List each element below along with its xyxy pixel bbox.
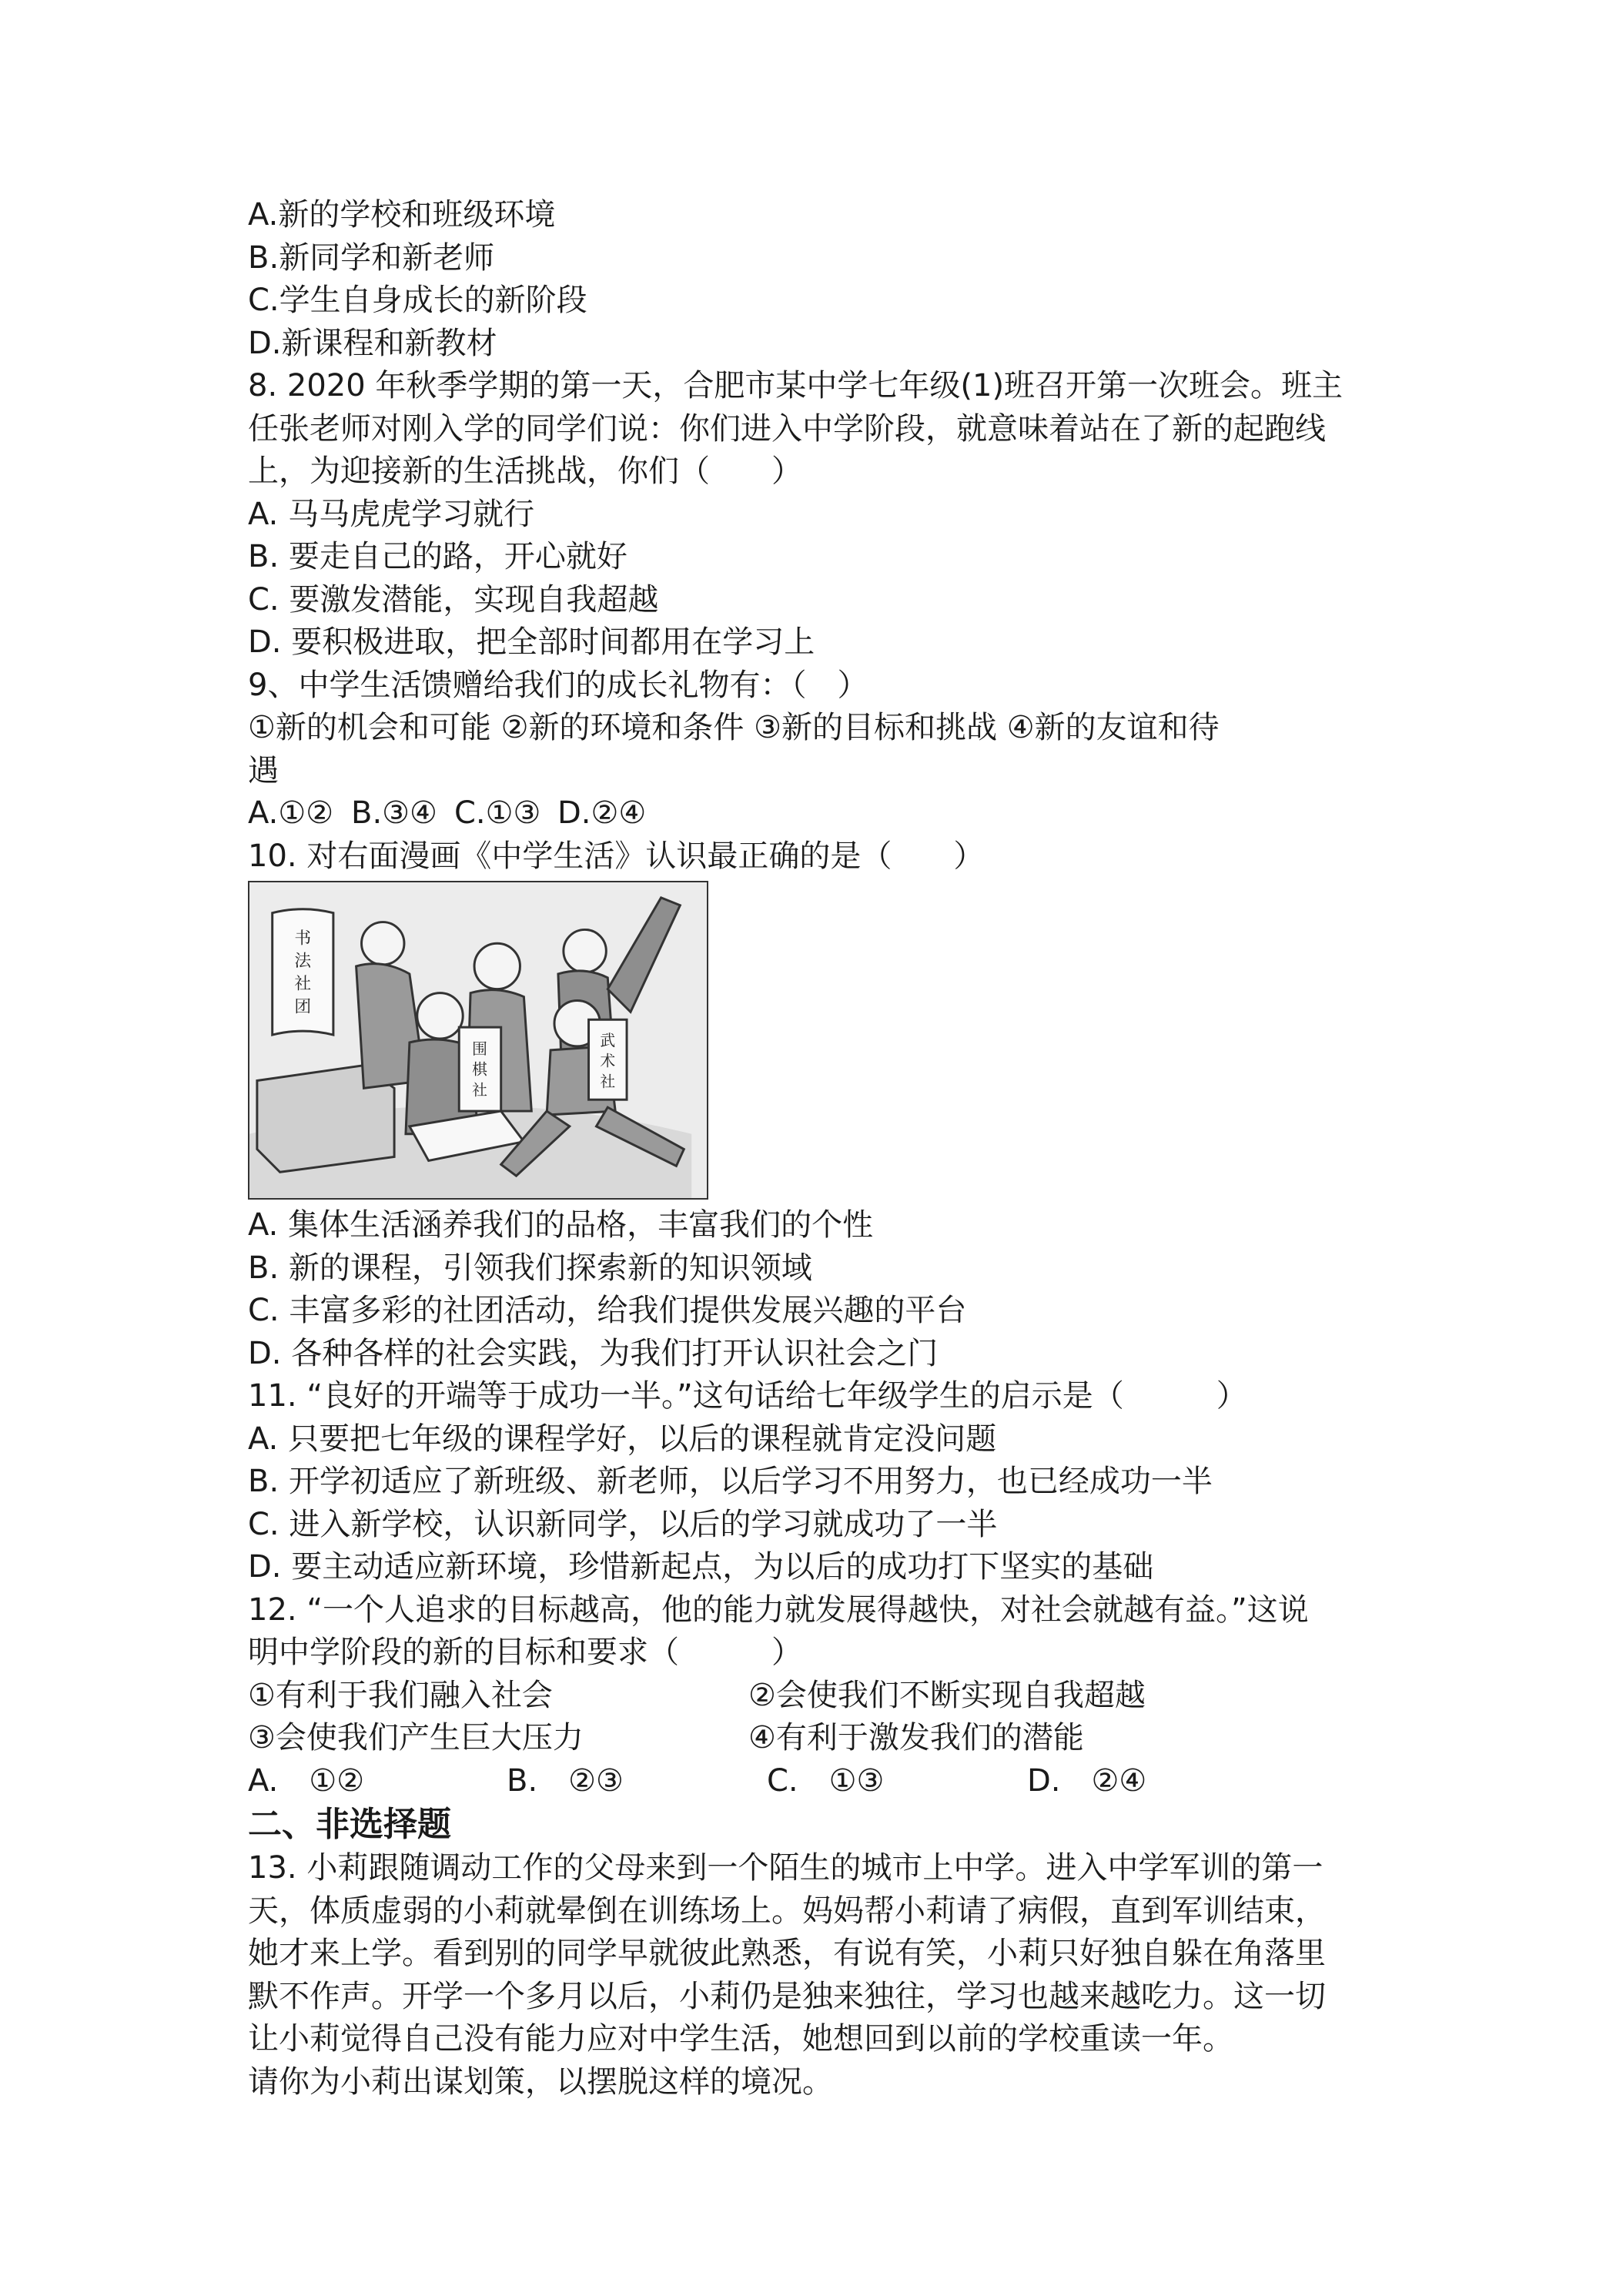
q12-choice-b[interactable]: B. ②③ bbox=[507, 1762, 624, 1799]
q9-choice-d[interactable]: D.②④ bbox=[557, 795, 647, 831]
q8-stem-line: 上，为迎接新的生活挑战，你们（ ） bbox=[248, 454, 802, 489]
q10-option-b[interactable]: B. 新的课程，引领我们探索新的知识领域 bbox=[248, 1250, 812, 1286]
q8-option-a[interactable]: A. 马马虎虎学习就行 bbox=[248, 496, 535, 532]
q7-option-c[interactable]: C.学生自身成长的新阶段 bbox=[248, 283, 587, 318]
q7-option-b[interactable]: B.新同学和新老师 bbox=[248, 239, 495, 276]
q11-option-d[interactable]: D. 要主动适应新环境，珍惜新起点，为以后的成功打下坚实的基础 bbox=[248, 1549, 1154, 1585]
q13-text-line: 13. 小莉跟随调动工作的父母来到一个陌生的城市上中学。进入中学军训的第一 bbox=[248, 1850, 1323, 1886]
cartoon-middle-school-life bbox=[248, 881, 708, 1200]
question-12 bbox=[248, 1589, 1395, 1803]
q7-options bbox=[248, 194, 1395, 365]
q9-items-line: 遇 bbox=[248, 752, 279, 788]
question-13 bbox=[248, 1847, 1395, 2104]
q7-option-a[interactable]: A.新的学校和班级环境 bbox=[248, 197, 556, 233]
q12-items-row bbox=[248, 1717, 1395, 1760]
sign-martial-arts: 武 bbox=[600, 1031, 616, 1049]
q12-choice-c[interactable]: C. ①③ bbox=[767, 1762, 885, 1799]
q7-option-d[interactable]: D.新课程和新教材 bbox=[248, 325, 497, 361]
q12-choice-d[interactable]: D. ②④ bbox=[1027, 1762, 1147, 1799]
q10-stem: 10. 对右面漫画《中学生活》认识最正确的是（ ） bbox=[248, 838, 985, 874]
q11-option-c[interactable]: C. 进入新学校，认识新同学，以后的学习就成功了一半 bbox=[248, 1506, 998, 1542]
q10-option-c[interactable]: C. 丰富多彩的社团活动，给我们提供发展兴趣的平台 bbox=[248, 1293, 967, 1328]
q9-choice-c[interactable]: C.①③ bbox=[454, 795, 541, 831]
q13-text-line: 她才来上学。看到别的同学早就彼此熟悉，有说有笑，小莉只好独自躲在角落里 bbox=[248, 1936, 1326, 1971]
q11-option-b[interactable]: B. 开学初适应了新班级、新老师，以后学习不用努力，也已经成功一半 bbox=[248, 1464, 1213, 1499]
q8-stem-line: 任张老师对刚入学的同学们说：你们进入中学阶段，就意味着站在了新的起跑线 bbox=[248, 410, 1326, 447]
q12-choices bbox=[248, 1760, 1395, 1803]
sign-calligraphy: 书 bbox=[294, 929, 312, 949]
q9-choices bbox=[248, 792, 1395, 835]
q13-text-line: 默不作声。开学一个多月以后，小莉仍是独来独往，学习也越来越吃力。这一切 bbox=[248, 1978, 1326, 2014]
question-8 bbox=[248, 365, 1395, 664]
q9-stem: 9、中学生活馈赠给我们的成长礼物有：（ ） bbox=[248, 667, 868, 703]
q12-item-4: ④有利于激发我们的潜能 bbox=[748, 1720, 1084, 1755]
q10-option-d[interactable]: D. 各种各样的社会实践，为我们打开认识社会之门 bbox=[248, 1335, 939, 1371]
question-11 bbox=[248, 1375, 1395, 1589]
q8-stem-line: 8. 2020 年秋季学期的第一天，合肥市某中学七年级(1)班召开第一次班会。班主 bbox=[248, 368, 1344, 403]
sign-go-club: 围 bbox=[472, 1039, 487, 1058]
section-two-heading: 二、非选择题 bbox=[248, 1805, 451, 1844]
svg-text:社: 社 bbox=[294, 974, 312, 994]
q12-item-1: ①有利于我们融入社会 bbox=[248, 1677, 553, 1713]
q12-stem-line: 明中学阶段的新的目标和要求（ ） bbox=[248, 1635, 802, 1670]
q10-option-a[interactable]: A. 集体生活涵养我们的品格，丰富我们的个性 bbox=[248, 1207, 874, 1243]
q11-stem: 11. “良好的开端等于成功一半。”这句话给七年级学生的启示是（ ） bbox=[248, 1378, 1247, 1414]
q11-option-a[interactable]: A. 只要把七年级的课程学好，以后的课程就肯定没问题 bbox=[248, 1421, 997, 1457]
svg-text:社: 社 bbox=[472, 1081, 487, 1099]
q13-text-line: 天，体质虚弱的小莉就晕倒在训练场上。妈妈帮小莉请了病假，直到军训结束， bbox=[248, 1893, 1326, 1929]
q12-choice-a[interactable]: A. ①② bbox=[248, 1762, 365, 1799]
q12-item-2: ②会使我们不断实现自我超越 bbox=[748, 1677, 1146, 1713]
svg-text:术: 术 bbox=[600, 1052, 616, 1070]
svg-text:团: 团 bbox=[294, 997, 312, 1017]
question-10 bbox=[248, 835, 1395, 1376]
q13-prompt: 请你为小莉出谋划策，以摆脱这样的境况。 bbox=[248, 2063, 833, 2100]
q12-items-row bbox=[248, 1675, 1395, 1718]
q8-option-b[interactable]: B. 要走自己的路，开心就好 bbox=[248, 539, 627, 574]
q12-item-3: ③会使我们产生巨大压力 bbox=[248, 1720, 584, 1755]
cartoon-illustration bbox=[249, 882, 707, 1198]
svg-text:社: 社 bbox=[600, 1073, 616, 1091]
q12-stem-line: 12. “一个人追求的目标越高，他的能力就发展得越快，对社会就越有益。”这说 bbox=[248, 1591, 1309, 1628]
q13-text-line: 让小莉觉得自己没有能力应对中学生活，她想回到以前的学校重读一年。 bbox=[248, 2021, 1233, 2057]
q9-items-line: ①新的机会和可能 ②新的环境和条件 ③新的目标和挑战 ④新的友谊和待 bbox=[248, 710, 1220, 745]
q8-option-d[interactable]: D. 要积极进取，把全部时间都用在学习上 bbox=[248, 624, 815, 660]
q9-choice-b[interactable]: B.③④ bbox=[351, 795, 437, 831]
svg-text:法: 法 bbox=[294, 951, 312, 971]
q9-choice-a[interactable]: A.①② bbox=[248, 795, 334, 831]
q8-option-c[interactable]: C. 要激发潜能，实现自我超越 bbox=[248, 581, 659, 618]
svg-text:棋: 棋 bbox=[472, 1060, 487, 1079]
exam-page bbox=[248, 194, 1395, 2104]
question-9 bbox=[248, 664, 1395, 835]
